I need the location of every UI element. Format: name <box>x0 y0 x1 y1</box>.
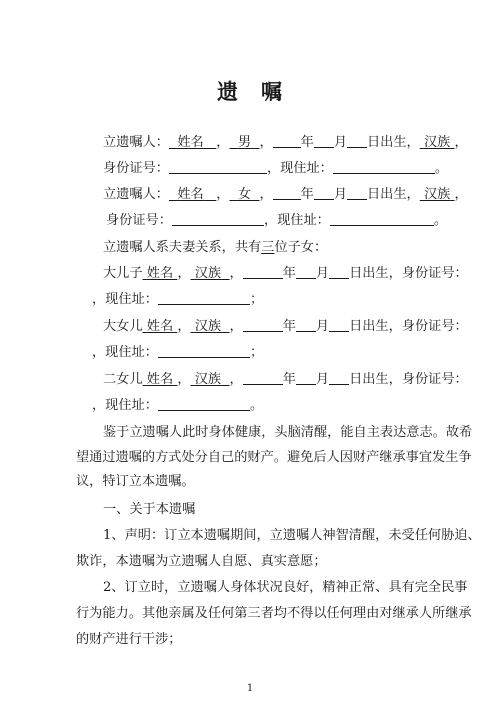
child-ethnicity: 汉族 <box>194 319 222 334</box>
testator2-name: 姓名 <box>177 187 204 202</box>
paragraph-line: 鉴于立遗嘱人此时身体健康，头脑清醒，能自主表达意志。故希 <box>103 425 473 440</box>
testator1-id-line: 身份证号： ，现住址： 。 <box>103 161 449 176</box>
document-title: 遗 嘱 <box>217 79 283 104</box>
testator1-month-blank <box>314 135 334 148</box>
child-line: 二女儿 姓名 ， 汉族 ， 年 月 日出生，身份证号： <box>103 372 468 387</box>
child-name: 姓名 <box>146 266 174 281</box>
testator2-line: 立遗嘱人： 姓名 ， 女 ， 年 月 日出生， 汉族 ， <box>103 187 468 202</box>
testator1-day-blank <box>347 135 367 148</box>
child-ethnicity: 汉族 <box>194 266 222 281</box>
testator2-id-line: 身份证号： ，现住址： 。 <box>106 213 448 228</box>
section-heading: 一、关于本遗嘱 <box>103 502 196 517</box>
page-number: 1 <box>246 683 254 694</box>
child-address-line: ，现住址： 。 <box>92 398 264 413</box>
children-count: 三 <box>261 240 275 255</box>
testator1-address-blank <box>333 161 435 174</box>
testator2-ethnicity: 汉族 <box>423 187 451 202</box>
testator1-name: 姓名 <box>177 135 204 150</box>
child-address-line: ，现住址： ； <box>92 292 264 307</box>
relation-line: 立遗嘱人系夫妻关系，共有三位子女： <box>103 240 328 255</box>
paragraph-line: 2、订立时，立遗嘱人身体状况良好，精神正常、具有完全民事 <box>103 580 468 595</box>
testator2-month-blank <box>314 187 334 200</box>
testator2-address-blank <box>330 213 434 226</box>
child-name: 姓名 <box>146 372 174 387</box>
testator2-gender: 女 <box>237 187 252 202</box>
paragraph-line: 的财产进行干涉； <box>76 632 182 647</box>
child-ethnicity: 汉族 <box>194 372 222 387</box>
testator2-id-blank <box>172 213 264 226</box>
testator1-gender: 男 <box>237 135 252 150</box>
child-line: 大女儿 姓名 ， 汉族 ， 年 月 日出生，身份证号： <box>103 319 468 334</box>
paragraph-line: 欺诈，本遗嘱为立遗嘱人自愿、真实意愿； <box>76 554 327 569</box>
testator1-id-blank <box>169 161 267 174</box>
paragraph-line: 望通过遗嘱的方式处分自己的财产。避免后人因财产继承事宜发生争 <box>76 450 472 465</box>
testator1-year-blank <box>273 135 301 148</box>
paragraph-line: 行为能力。其他亲属及任何第三者均不得以任何理由对继承人所继承 <box>76 606 472 621</box>
child-name: 姓名 <box>146 319 174 334</box>
child-address-line: ，现住址： ； <box>92 345 264 360</box>
child-line: 大儿子 姓名 ， 汉族 ， 年 月 日出生，身份证号： <box>103 266 468 281</box>
testator1-line: 立遗嘱人： 姓名 ， 男 ， 年 月 日出生， 汉族 ， <box>103 135 468 150</box>
testator1-ethnicity: 汉族 <box>423 135 451 150</box>
testator2-day-blank <box>347 187 367 200</box>
testator2-year-blank <box>273 187 301 200</box>
paragraph-line: 议，特订立本遗嘱。 <box>76 474 195 489</box>
paragraph-line: 1、声明：订立本遗嘱期间，立遗嘱人神智清醒，未受任何胁迫、 <box>103 528 481 543</box>
